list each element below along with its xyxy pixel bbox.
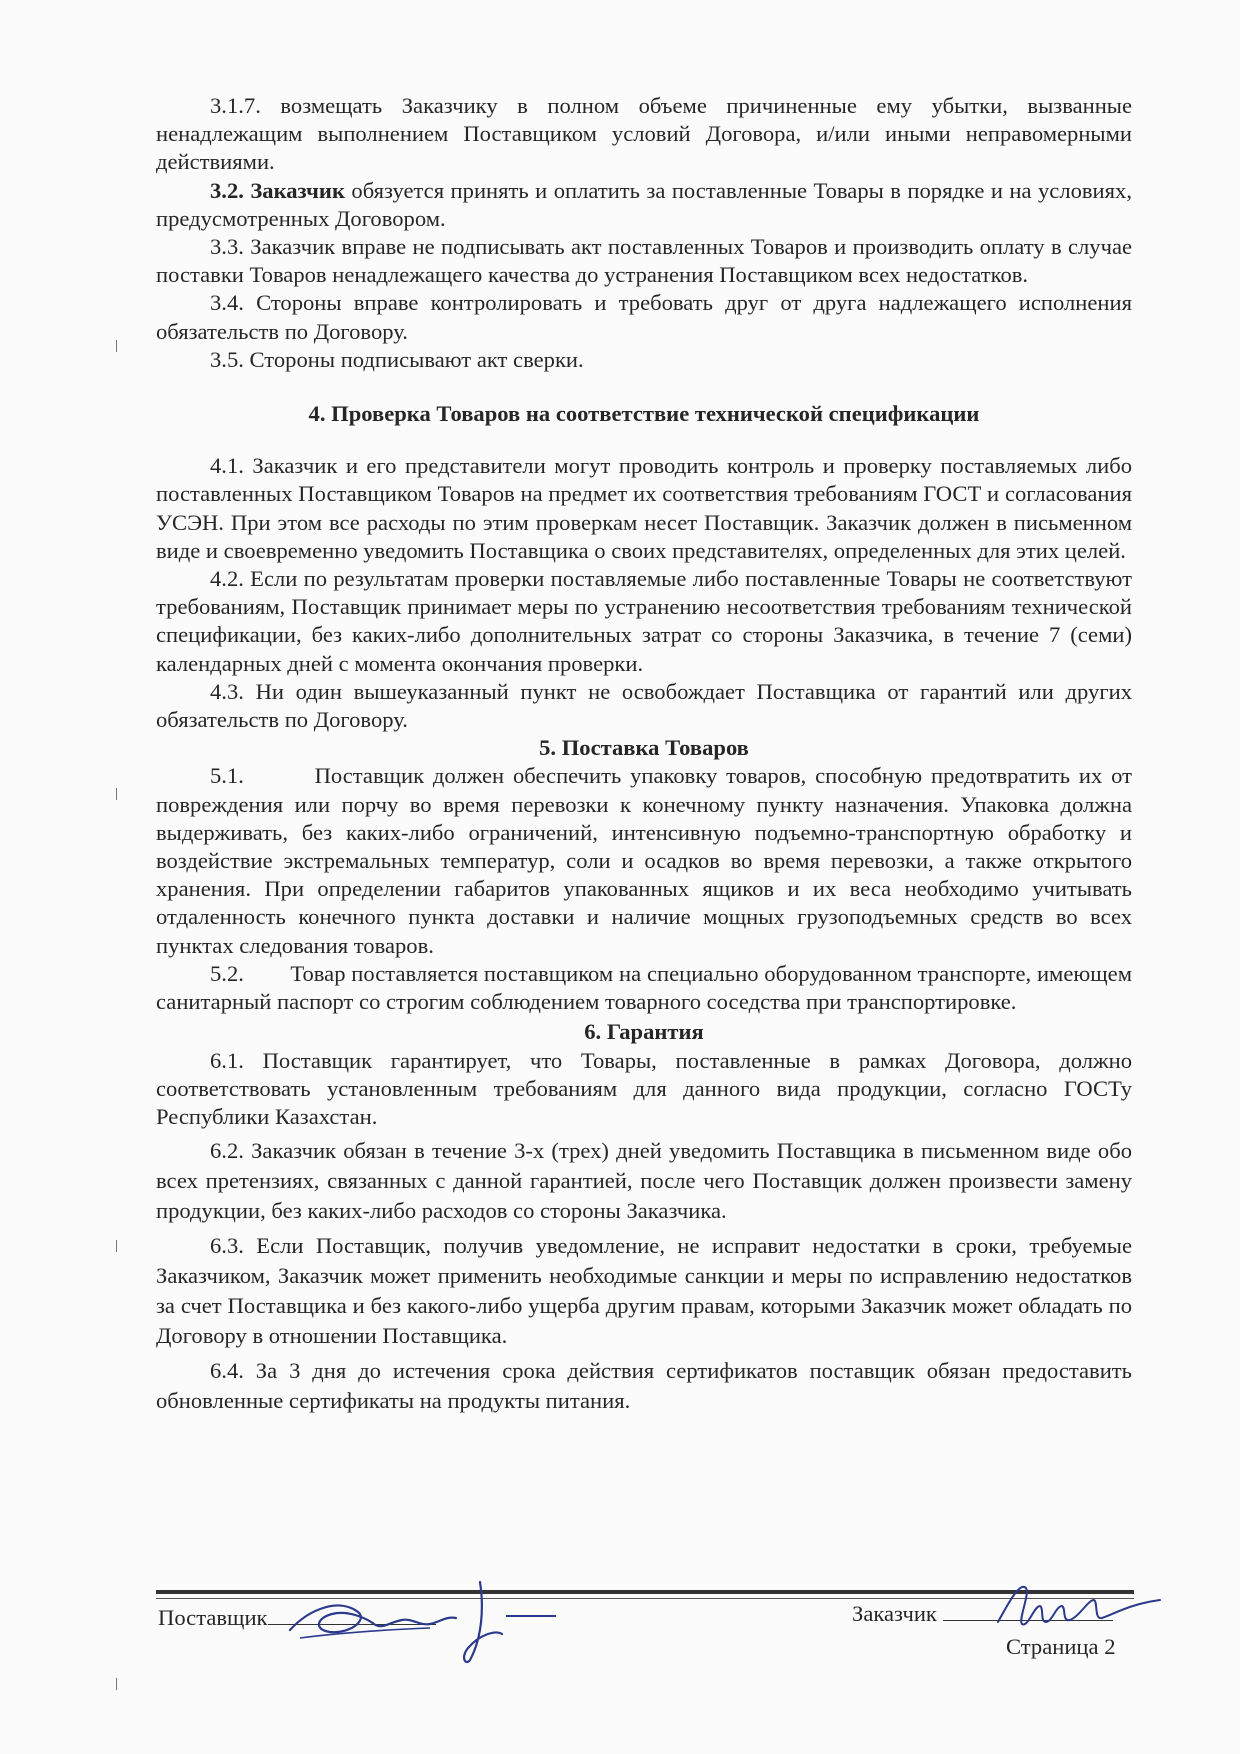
scan-mark <box>116 1678 117 1690</box>
section-4-heading: 4. Проверка Товаров на соответствие технической спецификации <box>308 401 980 427</box>
clause-4-1: 4.1. Заказчик и его представители могут проводить контроль и проверку поставляемых либо поставленных Поставщиком Товаров на предмет их соответствия требованиям ГОСТ и согласования УСЭН. При этом все расходы по этим проверкам несет Поставщик. Заказчик должен в письменном виде и своевременно уведомить Поставщика о своих представителях, определенных для этих целей. <box>156 453 1132 563</box>
document-body <box>156 92 1138 1416</box>
clause-4-3: 4.3. Ни один вышеуказанный пункт не освобождает Поставщика от гарантий или других обязательств по Договору. <box>156 678 1132 733</box>
clause-6-3: 6.3. Если Поставщик, получив уведомление, не исправит недостатки в сроки, требуемые Заказчиком, Заказчик может применить необходимые санкции и меры по исправлению недостатков за счет Поставщика и без какого-либо ущерба другим правам, которыми Заказчик может обладать по Договору в отношении Поставщика. <box>156 1233 1132 1349</box>
clause-3-5: 3.5. Стороны подписывают акт сверки. <box>210 346 584 372</box>
section-6-heading: 6. Гарантия <box>584 1019 704 1045</box>
page-number: Страница 2 <box>1006 1634 1116 1659</box>
clause-3-2-bold: Заказчик <box>250 177 345 203</box>
clause-5-1: 5.1. Поставщик должен обеспечить упаковку товаров, способную предотвратить их от повреждения или порчу во время перевозки к конечному пункту назначения. Упаковка должна выдерживать, без каких-либо ограничений, интенсивную подъемно-транспортную обработку и воздействие экстремальных температур, соли и осадков во время перевозки, а также открытого хранения. При определении габаритов упакованных ящиков и их веса необходимо учитывать отдаленность конечного пункта доставки и наличие мощных грузоподъемных средств во всех пунктах следования товаров. <box>156 763 1138 958</box>
supplier-signature-line <box>268 1604 436 1625</box>
scan-mark <box>116 340 117 352</box>
customer-signature-block <box>852 1600 1113 1627</box>
scan-mark <box>116 1240 117 1252</box>
clause-3-2-number: 3.2. <box>210 177 244 203</box>
clause-6-4: 6.4. За 3 дня до истечения срока действия сертификатов поставщик обязан предоставить обновленные сертификаты на продукты питания. <box>156 1358 1132 1414</box>
clause-6-2: 6.2. Заказчик обязан в течение 3-х (трех) дней уведомить Поставщика в письменном виде обо всех претензиях, связанных с данной гарантией, после чего Поставщик должен произвести замену продукции, без каких-либо расходов со стороны Заказчика. <box>156 1138 1132 1224</box>
clause-4-2: 4.2. Если по результатам проверки поставляемые либо поставленные Товары не соответствуют требованиям, Поставщик принимает меры по устранению несоответствия требованиям технической спецификации, без каких-либо дополнительных затрат со стороны Заказчика, в течение 7 (семи) календарных дней с момента окончания проверки. <box>156 566 1132 676</box>
clause-3-2-text: обязуется принять и оплатить за поставленные Товары в порядке и на условиях, предусмотренных Договором. <box>156 177 1132 231</box>
footer-rule-thin <box>156 1598 1134 1599</box>
clause-3-1-7: 3.1.7. возмещать Заказчику в полном объеме причиненные ему убытки, вызванные ненадлежащим выполнением Поставщиком условий Договора, и/или иными неправомерными действиями. <box>156 93 1132 175</box>
supplier-signature-block <box>158 1604 436 1631</box>
clause-3-2 <box>156 177 1132 233</box>
customer-label: Заказчик <box>852 1601 937 1626</box>
clause-6-1: 6.1. Поставщик гарантирует, что Товары, поставленные в рамках Договора, должно соответствовать установленным требованиям для данного вида продукции, согласно ГОСТу Республики Казахстан. <box>156 1047 1132 1129</box>
footer-rule <box>156 1590 1134 1594</box>
scan-mark <box>116 788 117 800</box>
section-5-heading: 5. Поставка Товаров <box>539 735 749 761</box>
clause-3-4: 3.4. Стороны вправе контролировать и требовать друг от друга надлежащего исполнения обязательств по Договору. <box>156 290 1132 344</box>
clause-3-3: 3.3. Заказчик вправе не подписывать акт поставленных Товаров и производить оплату в случае поставки Товаров ненадлежащего качества до устранения Поставщиком всех недостатков. <box>156 234 1132 288</box>
supplier-label: Поставщик <box>158 1605 268 1630</box>
clause-5-2: 5.2. Товар поставляется поставщиком на специально оборудованном транспорте, имеющем санитарный паспорт со строгим соблюдением товарного соседства при транспортировке. <box>156 960 1138 1015</box>
customer-signature-line <box>943 1600 1113 1621</box>
